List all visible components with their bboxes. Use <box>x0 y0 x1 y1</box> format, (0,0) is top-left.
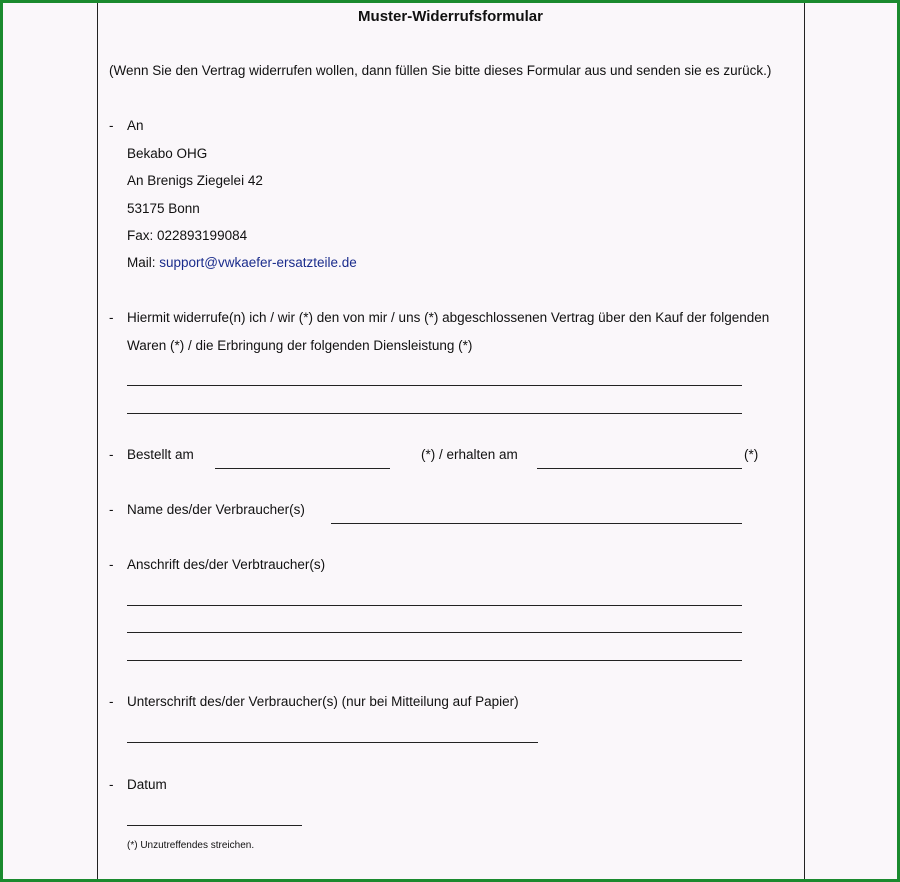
bullet-dash: - <box>109 777 114 792</box>
ordered-date-field[interactable] <box>215 468 390 469</box>
received-label: (*) / erhalten am <box>421 447 518 462</box>
bullet-dash: - <box>109 118 114 133</box>
address-field-line[interactable] <box>127 660 742 661</box>
signature-label: Unterschrift des/der Verbraucher(s) (nur bei Mitteilung auf Papier) <box>127 694 519 709</box>
declaration-line-2: Waren (*) / die Erbringung der folgenden Diensleistung (*) <box>127 338 473 353</box>
date-field[interactable] <box>127 825 302 826</box>
mail-link[interactable]: support@vwkaefer-ersatzteile.de <box>159 255 357 270</box>
name-field[interactable] <box>331 523 742 524</box>
left-margin-line <box>97 3 98 879</box>
address-field-line[interactable] <box>127 605 742 606</box>
address-label: Anschrift des/der Verbtraucher(s) <box>127 557 326 572</box>
goods-field-line[interactable] <box>127 413 742 414</box>
bullet-dash: - <box>109 557 114 572</box>
date-label: Datum <box>127 777 167 792</box>
received-date-field[interactable] <box>537 468 742 469</box>
declaration-line-1: Hiermit widerrufe(n) ich / wir (*) den von mir / uns (*) abgeschlossenen Vertrag über den Kauf der folgenden <box>127 310 770 325</box>
goods-field-line[interactable] <box>127 385 742 386</box>
received-end-mark: (*) <box>744 447 759 462</box>
name-label: Name des/der Verbraucher(s) <box>127 502 305 517</box>
recipient-street: An Brenigs Ziegelei 42 <box>127 173 263 188</box>
form-title: Muster-Widerrufsformular <box>358 8 543 25</box>
recipient-label: An <box>127 118 144 133</box>
bullet-dash: - <box>109 447 114 462</box>
recipient-city: 53175 Bonn <box>127 201 200 216</box>
footnote: (*) Unzutreffendes streichen. <box>127 840 255 851</box>
bullet-dash: - <box>109 502 114 517</box>
intro-text: (Wenn Sie den Vertrag widerrufen wollen, dann füllen Sie bitte dieses Formular aus und senden sie es zurück.) <box>109 63 772 78</box>
right-margin-line <box>804 3 805 879</box>
bullet-dash: - <box>109 310 114 325</box>
address-field-line[interactable] <box>127 632 742 633</box>
recipient-fax: Fax: 022893199084 <box>127 228 248 243</box>
bullet-dash: - <box>109 694 114 709</box>
recipient-mail <box>127 255 357 270</box>
signature-field[interactable] <box>127 742 538 743</box>
recipient-company: Bekabo OHG <box>127 146 208 161</box>
mail-label: Mail: <box>127 255 160 270</box>
ordered-label: Bestellt am <box>127 447 194 462</box>
